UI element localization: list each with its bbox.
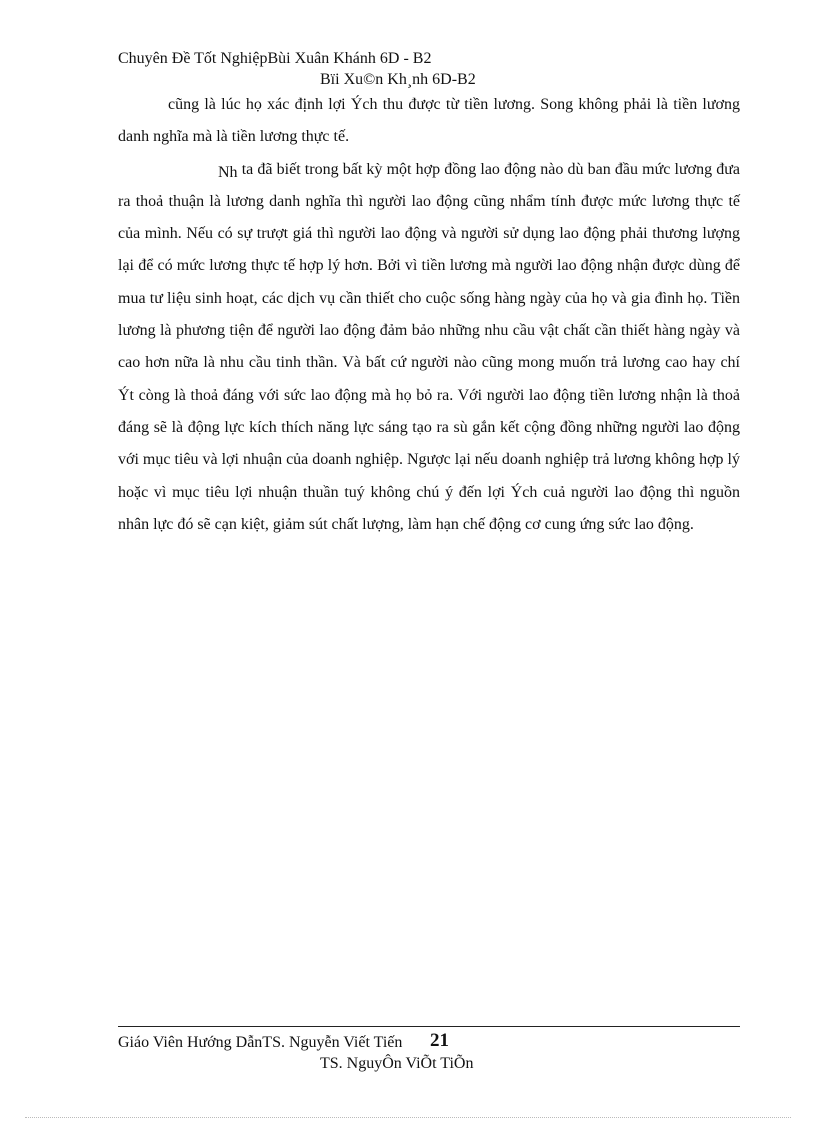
paragraph-2: [118, 154, 740, 542]
page-number: 21: [430, 1030, 449, 1051]
paragraph-2-text: ta đã biết trong bất kỳ một hợp đồng lao động nào dù ban đầu mức lương đưa ra thoả thuận là lương danh nghĩa thì người lao động cũng nhẩm tính được mức lương thực tế của mình. Nếu có sự trượt giá thì người lao động và người sử dụng lao động phải thương lượng lại để có mức lương thực tế hợp lý hơn. Bởi vì tiền lương mà người lao động nhận được dùng để mua tư liệu sinh hoạt, các dịch vụ cần thiết cho cuộc sống hàng ngày của họ và gia đình họ. Tiền lương là phương tiện để người lao động đảm bảo những nhu cầu vật chất cần thiết hàng ngày và cao hơn nữa là nhu cầu tinh thần. Và bất cứ người nào cũng mong muốn trả lương cao hay chí Ýt còng là thoả đáng với sức lao động mà họ bỏ ra. Với người lao động tiền lương nhận là thoả đáng sẽ là động lực kích thích năng lực sáng tạo ra sù gắn kết cộng đồng những người lao động với mục tiêu và lợi nhuận của doanh nghiệp. Ngược lại nếu doanh nghiệp trả lương không hợp lý hoặc vì mục tiêu lợi nhuận thuần tuý không chú ý đến lợi Ých cuả người lao động thì nguồn nhân lực đó sẽ cạn kiệt, giảm sút chất lượng, làm hạn chế động cơ cung ứng sức lao động.: [118, 160, 740, 533]
body-text: [118, 89, 740, 541]
footer-advisor: Giáo Viên Hướng DẫnTS. Nguyễn Viết Tiến: [118, 1034, 403, 1051]
page-bottom-border: [25, 1117, 791, 1118]
footer-divider: [118, 1026, 740, 1027]
paragraph-2-start: Nh: [218, 163, 238, 181]
paragraph-1: cũng là lúc họ xác định lợi Ých thu được từ tiền lương. Song không phải là tiền lương danh nghĩa mà là tiền lương thực tế.: [118, 96, 740, 146]
footer-advisor-alt: TS. NguyÔn ViÕt TiÕn: [320, 1055, 474, 1072]
header-author: Bïi Xu©n Kh¸nh 6D-B2: [320, 71, 476, 88]
header-title: Chuyên Đề Tốt NghiệpBùi Xuân Khánh 6D - B2: [118, 50, 432, 67]
